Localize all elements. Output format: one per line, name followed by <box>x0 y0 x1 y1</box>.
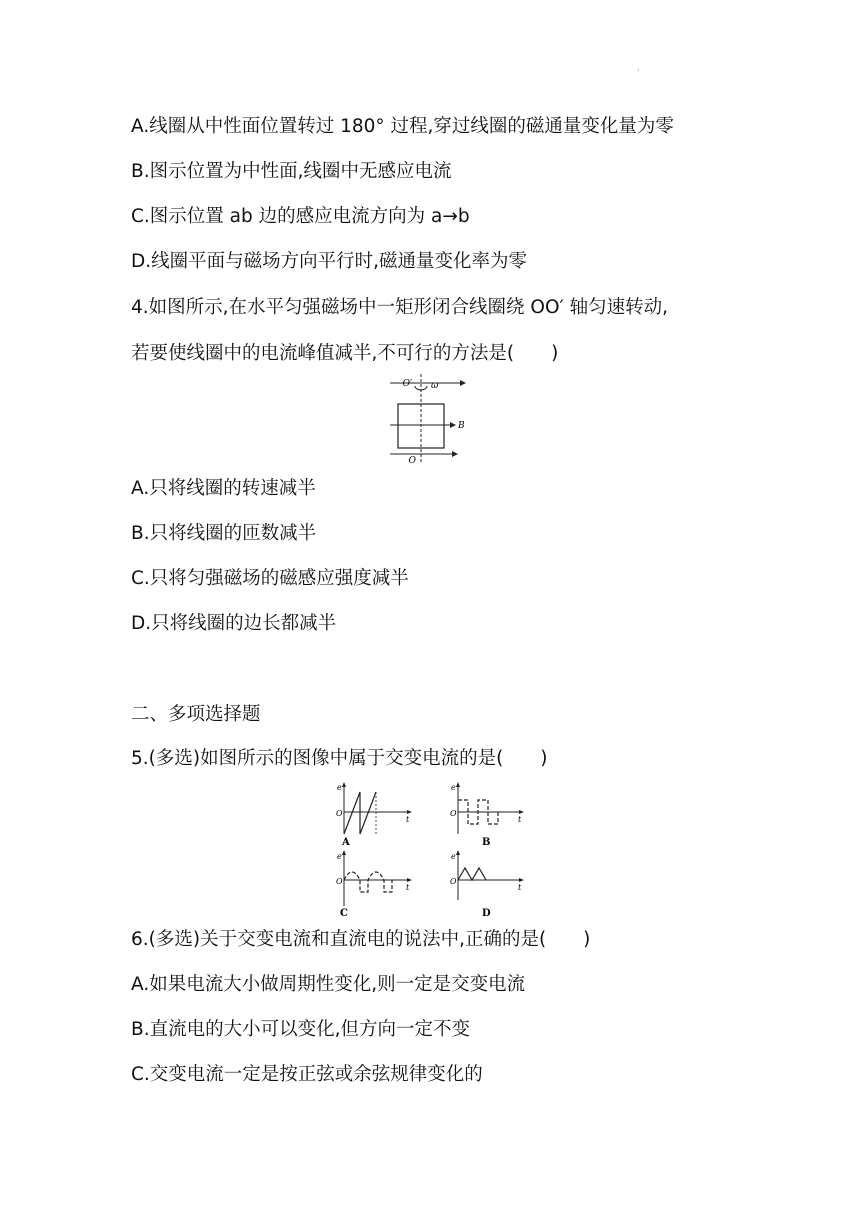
question-4-line2: 若要使线圈中的电流峰值减半,不可行的方法是( ) <box>131 343 559 364</box>
svg-text:t: t <box>518 883 522 892</box>
panel-b <box>450 782 524 848</box>
option-4b: B.只将线圈的匝数减半 <box>131 523 317 544</box>
omega-label: ω <box>431 381 439 391</box>
option-4a: A.只将线圈的转速减半 <box>131 478 316 499</box>
option-3a: A.线圈从中性面位置转过 180° 过程,穿过线圈的磁通量变化量为零 <box>131 116 674 137</box>
option-3b: B.图示位置为中性面,线圈中无感应电流 <box>131 161 452 182</box>
panel-c-label: C <box>340 908 348 919</box>
question-5: 5.(多选)如图所示的图像中属于交变电流的是( ) <box>131 748 548 769</box>
option-3c: C.图示位置 ab 边的感应电流方向为 a→b <box>131 206 470 227</box>
option-6b: B.直流电的大小可以变化,但方向一定不变 <box>131 1019 470 1040</box>
axis-top-label: O′ <box>402 379 412 389</box>
svg-text:e: e <box>451 852 456 861</box>
svg-text:e: e <box>337 852 342 861</box>
field-label: B <box>458 421 465 431</box>
option-6a: A.如果电流大小做周期性变化,则一定是交变电流 <box>131 974 526 995</box>
coil-figure <box>388 374 478 464</box>
panel-d <box>450 850 524 919</box>
option-6c: C.交变电流一定是按正弦或余弦规律变化的 <box>131 1064 483 1085</box>
svg-text:O: O <box>450 877 457 886</box>
option-3d: D.线圈平面与磁场方向平行时,磁通量变化率为零 <box>131 251 528 272</box>
page-dot: · <box>637 66 640 75</box>
svg-text:O: O <box>450 809 457 818</box>
panel-c <box>336 850 412 919</box>
svg-text:O: O <box>336 809 343 818</box>
axis-bottom-label: O <box>408 456 416 464</box>
section-heading: 二、多项选择题 <box>131 704 261 725</box>
svg-text:e: e <box>451 783 456 792</box>
panel-d-label: D <box>482 908 491 919</box>
svg-text:e: e <box>337 783 342 792</box>
svg-text:t: t <box>406 815 410 824</box>
option-4c: C.只将匀强磁场的磁感应强度减半 <box>131 568 409 589</box>
svg-text:O: O <box>336 877 343 886</box>
question-6: 6.(多选)关于交变电流和直流电的说法中,正确的是( ) <box>131 929 591 950</box>
svg-text:t: t <box>406 883 410 892</box>
svg-text:t: t <box>518 815 522 824</box>
option-4d: D.只将线圈的边长都减半 <box>131 613 337 634</box>
panel-a-label: A <box>342 837 350 848</box>
panel-b-label: B <box>482 837 491 848</box>
waveform-figure <box>330 782 530 920</box>
question-4-line1: 4.如图所示,在水平匀强磁场中一矩形闭合线圈绕 OO′ 轴匀速转动, <box>131 297 668 318</box>
panel-a <box>336 782 412 848</box>
